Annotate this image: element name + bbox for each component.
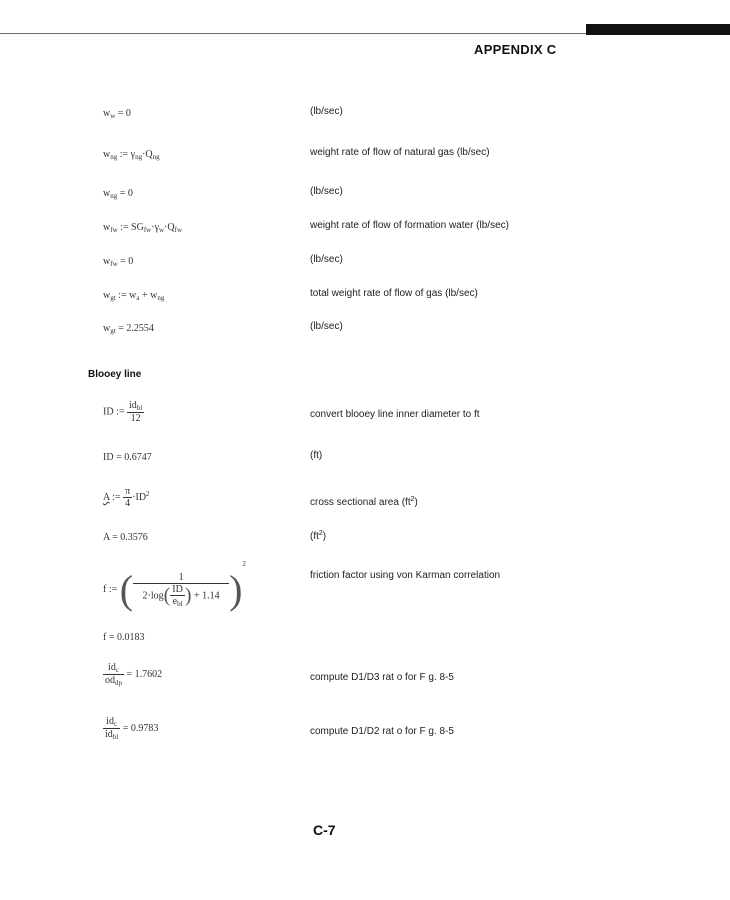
eq-w-fw-def: $w_{fw}$ := $SG_{fw}\cdot\gamma_w\cdot Q_{fw}$ xyxy=(103,222,182,234)
desc-w-fw-def: weight rate of flow of formation water (lb/sec) xyxy=(310,220,509,231)
eq-id-def: ID := $\frac{id_{bl}}{12}$ xyxy=(103,400,143,424)
fraction-friction: 1 2·log( $\frac{ID}{e_{bl}}$ ) + 1.14 xyxy=(133,572,229,608)
fraction-idc-over-oddp: $\frac{id_c}{od_{dp}}$ xyxy=(105,662,122,687)
eq-id-value: ID = 0.6747 xyxy=(103,452,152,463)
eq-w-ng-value: $w_{ng} = 0$ xyxy=(103,188,133,200)
left-paren-inner: ( xyxy=(163,584,171,607)
desc-w-ng-def: weight rate of flow of natural gas (lb/sec) xyxy=(310,147,490,158)
eq-w-gt-def: $w_{gt}$ := $w_a + w_{ng}$ xyxy=(103,290,165,302)
section-title-blooey-line: Blooey line xyxy=(88,369,142,380)
eq-area-value: A = 0.3576 xyxy=(103,532,148,543)
desc-d1-d2-ratio: compute D1/D2 rat o for F g. 8-5 xyxy=(310,726,454,737)
eq-w-gt-value: $w_{gt} = 2.2554$ xyxy=(103,323,154,335)
header-rule xyxy=(0,33,586,34)
fraction-id-over-e: $\frac{ID}{e_{bl}}$ xyxy=(172,583,183,608)
desc-area-def: cross sectional area $(ft^2)$ xyxy=(310,496,418,508)
desc-id-def: convert blooey line inner diameter to ft xyxy=(310,409,480,420)
eq-d1-d2-ratio: $\frac{id_c}{id_{bl}}$ = 0.9783 xyxy=(105,716,159,741)
eq-w-ng-def: $w_{ng}$ := $\gamma_{ng}\cdot Q_{ng}$ xyxy=(103,149,160,161)
desc-d1-d3-ratio: compute D1/D3 rat o for F g. 8-5 xyxy=(310,672,454,683)
eq-d1-d3-ratio: $\frac{id_c}{od_{dp}}$ = 1.7602 xyxy=(105,662,163,687)
fraction-id-bl-over-12: $\frac{id_{bl}}{12}$ xyxy=(128,400,143,424)
eq-friction-value: f = 0.0183 xyxy=(103,632,145,643)
eq-area-def: A := $\frac{\pi}{4}$ $\cdot ID^2$ xyxy=(103,486,150,509)
desc-w-a-value: (lb/sec) xyxy=(310,106,343,117)
eq-w-fw-value: $w_{fw} = 0$ xyxy=(103,256,134,268)
fraction-pi-over-4: $\frac{\pi}{4}$ xyxy=(125,486,131,509)
right-paren-inner: ) xyxy=(184,584,192,607)
appendix-title: APPENDIX C xyxy=(474,42,557,57)
eq-w-a-value: $w_w = 0$ xyxy=(103,108,131,120)
right-paren-outer: ) xyxy=(229,566,243,612)
desc-w-gt-def: total weight rate of flow of gas (lb/sec) xyxy=(310,288,478,299)
desc-area-value: $(ft^2)$ xyxy=(310,530,327,542)
desc-friction-def: friction factor using von Karman correlation xyxy=(310,570,501,581)
eq-friction-def: f := ( 1 2·log( $\frac{ID}{e_{bl}}$ ) + 1.14 )$^2$ xyxy=(103,560,246,612)
desc-id-value: (ft) xyxy=(310,450,323,461)
left-paren-outer: ( xyxy=(119,566,134,612)
header-bar xyxy=(586,24,730,35)
page-number: C-7 xyxy=(313,822,336,838)
fraction-idc-over-idbl: $\frac{id_c}{id_{bl}}$ xyxy=(105,716,119,741)
desc-w-gt-value: (lb/sec) xyxy=(310,321,343,332)
desc-w-ng-value: (lb/sec) xyxy=(310,186,343,197)
desc-w-fw-value: (lb/sec) xyxy=(310,254,343,265)
